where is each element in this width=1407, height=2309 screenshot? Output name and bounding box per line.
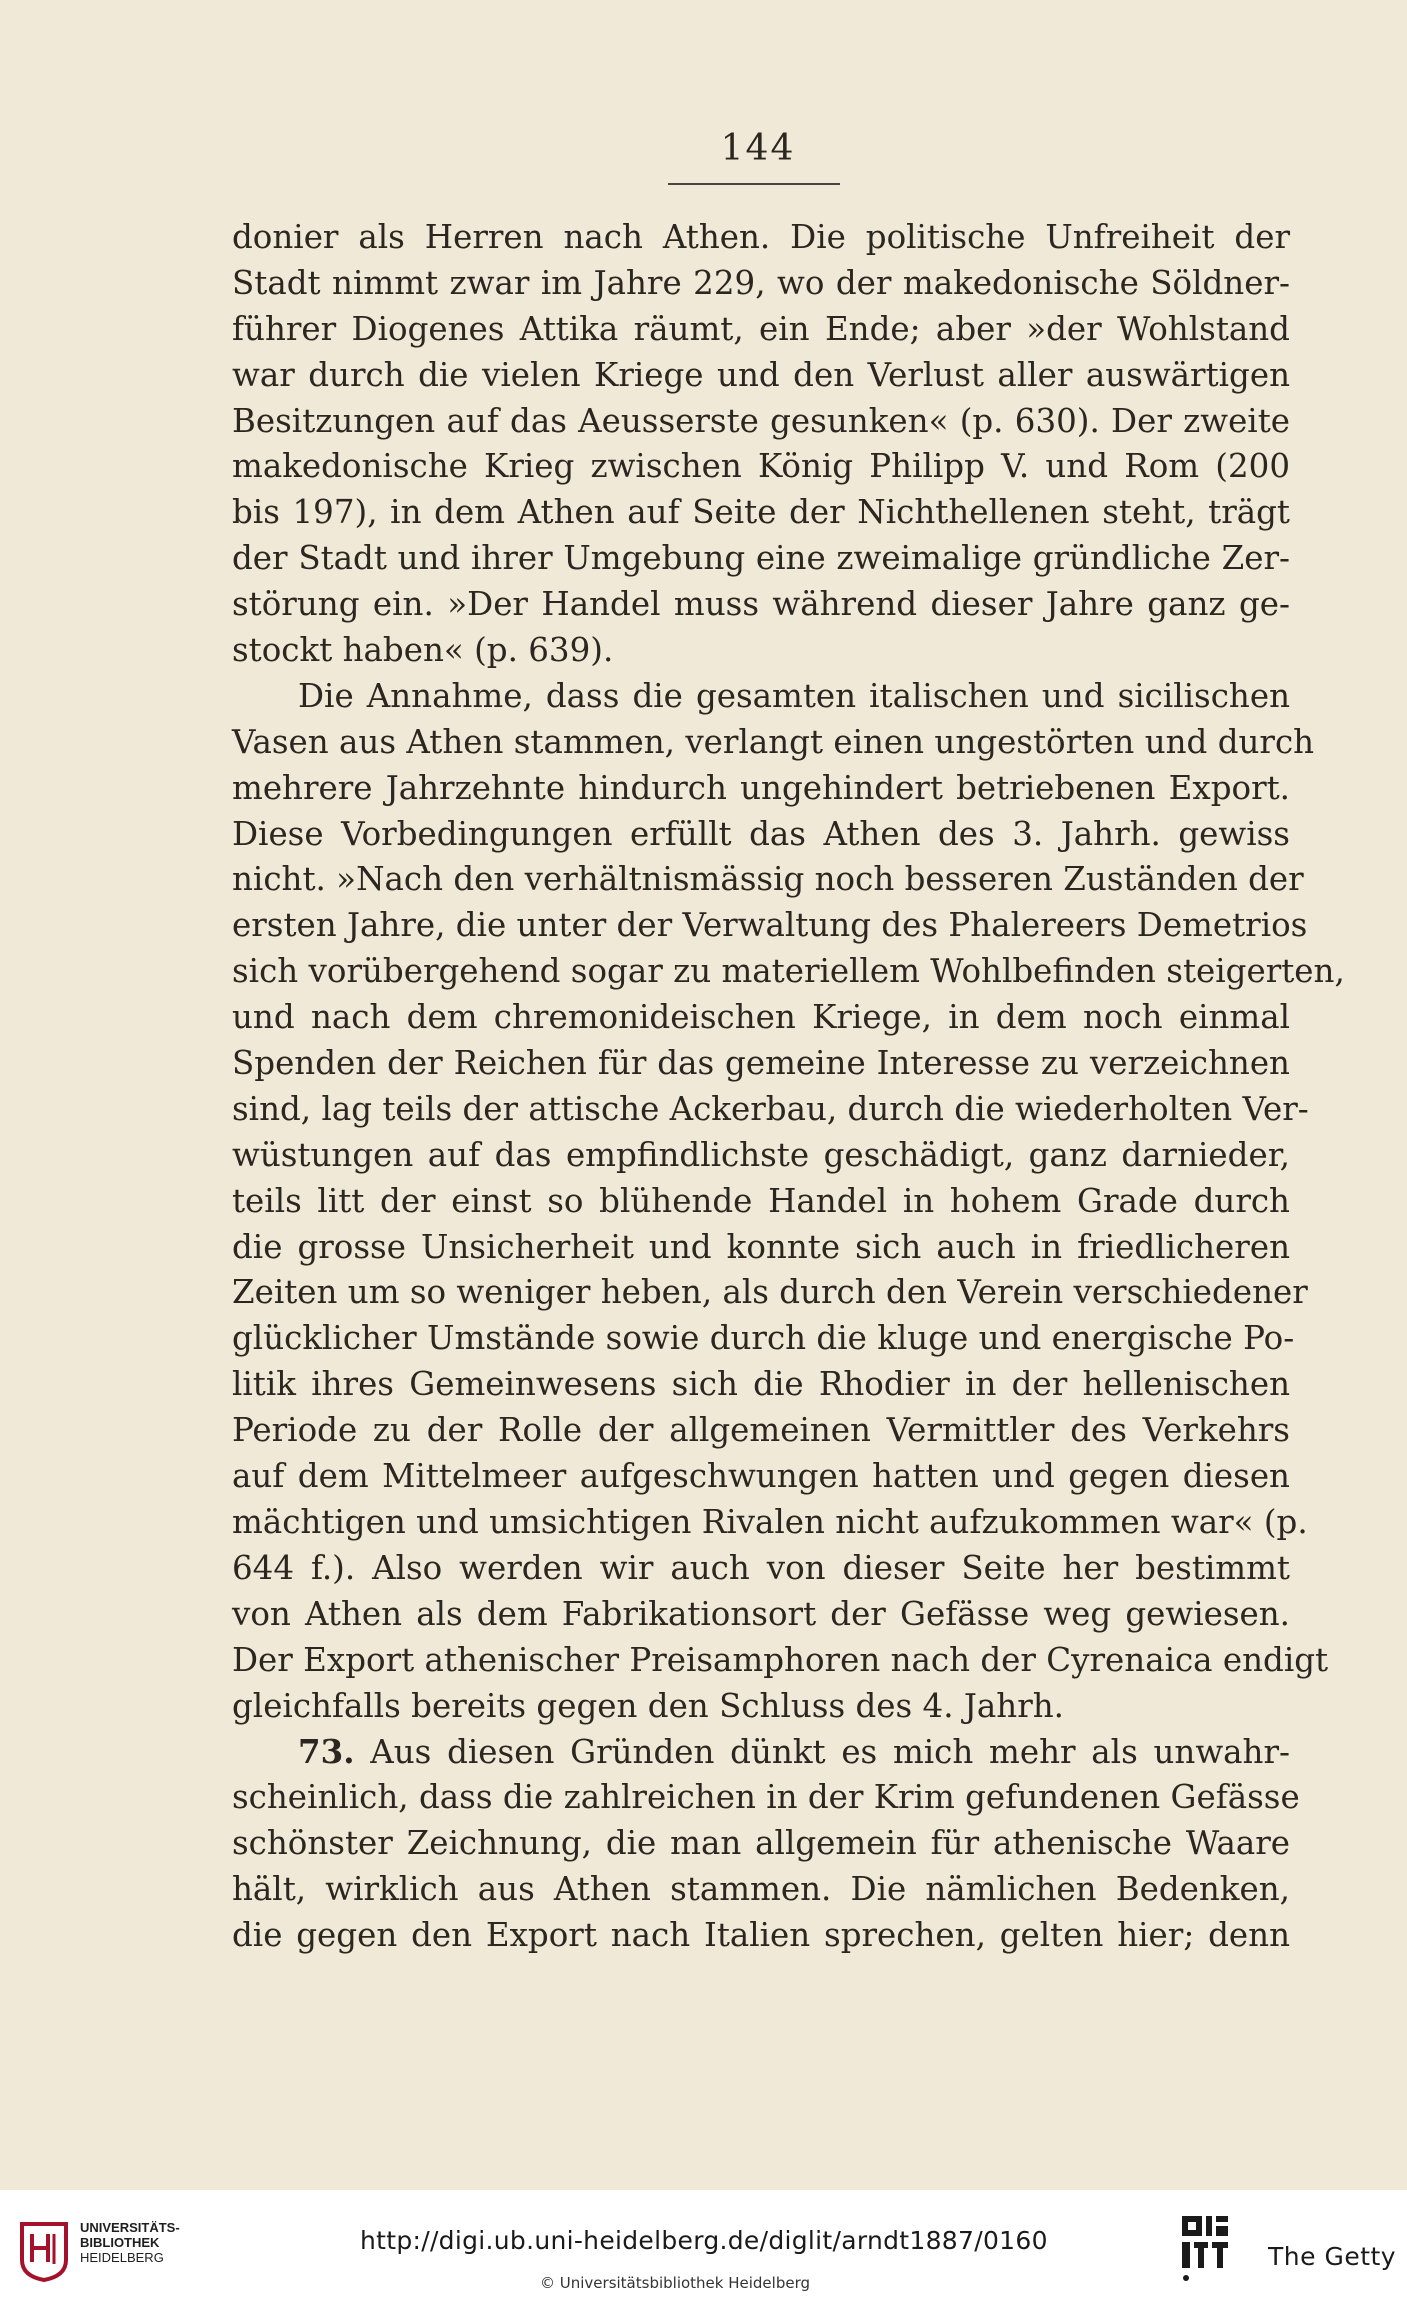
- text-line: ersten Jahre, die unter der Verwaltung des Phalereers Demetrios: [232, 906, 1308, 945]
- page-number-rule: [668, 183, 840, 185]
- text-line: Zeiten um so weniger heben, als durch den Verein verschiedener: [232, 1273, 1308, 1312]
- text-line: teils litt der einst so blühende Handel in hohem Grade durch: [232, 1181, 1290, 1220]
- text-line: Aus diesen Gründen dünkt es mich mehr als unwahr-: [370, 1733, 1290, 1772]
- text-line: auf dem Mittelmeer aufgeschwungen hatten und gegen diesen: [232, 1457, 1290, 1496]
- text-line: nicht. »Nach den verhältnismässig noch besseren Zuständen der: [232, 860, 1304, 899]
- text-line: litik ihres Gemeinwesens sich die Rhodier in der hellenischen: [232, 1365, 1290, 1404]
- text-line: Vasen aus Athen stammen, verlangt einen ungestörten und durch: [232, 722, 1315, 761]
- heidelberg-library-logo: [14, 2220, 184, 2290]
- footer-bar: [0, 2190, 1407, 2309]
- text-line: störung ein. »Der Handel muss während dieser Jahre ganz ge-: [232, 585, 1290, 624]
- text-line: Die Annahme, dass die gesamten italischen und sicilischen: [298, 676, 1290, 715]
- library-name-line-2: BIBLIOTHEK: [80, 2235, 160, 2250]
- text-line: war durch die vielen Kriege und den Verlust aller auswärtigen: [232, 355, 1290, 394]
- text-line: makedonische Krieg zwischen König Philipp V. und Rom (200: [232, 447, 1290, 486]
- text-line: sind, lag teils der attische Ackerbau, durch die wiederholten Ver-: [232, 1089, 1309, 1128]
- text-line: die grosse Unsicherheit und konnte sich auch in friedlicheren: [232, 1227, 1290, 1266]
- library-name: [80, 2220, 180, 2265]
- text-line: wüstungen auf das empfindlichste geschädigt, ganz darnieder,: [232, 1135, 1290, 1174]
- text-line: mehrere Jahrzehnte hindurch ungehindert betriebenen Export.: [232, 768, 1290, 807]
- text-line: schönster Zeichnung, die man allgemein für athenische Waare: [232, 1824, 1290, 1863]
- text-line: sich vorübergehend sogar zu materiellem Wohlbefinden steigerten,: [232, 952, 1345, 991]
- text-line: der Stadt und ihrer Umgebung eine zweimalige gründliche Zer-: [232, 539, 1290, 578]
- text-line: 644 f.). Also werden wir auch von dieser Seite her bestimmt: [232, 1548, 1290, 1587]
- section-73-line: [232, 1729, 1290, 1775]
- text-line: die gegen den Export nach Italien sprechen, gelten hier; denn: [232, 1915, 1290, 1954]
- text-line: donier als Herren nach Athen. Die politische Unfreiheit der: [232, 218, 1290, 256]
- text-line: Spenden der Reichen für das gemeine Interesse zu verzeichnen: [232, 1044, 1290, 1083]
- text-line: führer Diogenes Attika räumt, ein Ende; aber »der Wohlstand: [232, 309, 1290, 348]
- text-line: Periode zu der Rolle der allgemeinen Vermittler des Verkehrs: [232, 1411, 1290, 1450]
- text-line: Besitzungen auf das Aeusserste gesunken« (p. 630). Der zweite: [232, 401, 1290, 440]
- text-line: glücklicher Umstände sowie durch die kluge und energische Po-: [232, 1319, 1295, 1358]
- text-line: hält, wirklich aus Athen stammen. Die nämlichen Bedenken,: [232, 1870, 1290, 1909]
- text-line: Diese Vorbedingungen erfüllt das Athen des 3. Jahrh. gewiss: [232, 814, 1290, 853]
- heidelberg-seal-icon: [14, 2220, 74, 2282]
- partner-name: The Getty: [1268, 2242, 1397, 2271]
- body-text: [232, 215, 1345, 1959]
- library-name-line-3: HEIDELBERG: [80, 2250, 164, 2265]
- text-line: Stadt nimmt zwar im Jahre 229, wo der makedonische Söldner-: [232, 263, 1290, 302]
- copyright-notice: © Universitätsbibliothek Heidelberg: [540, 2274, 811, 2292]
- getty-logo-icon: [1180, 2214, 1230, 2284]
- section-number: 73.: [298, 1732, 355, 1772]
- text-line: stockt haben« (p. 639).: [232, 631, 614, 670]
- text-line: und nach dem chremonideischen Kriege, in dem noch einmal: [232, 998, 1290, 1037]
- text-line: mächtigen und umsichtigen Rivalen nicht aufzukommen war« (p.: [232, 1502, 1308, 1541]
- text-line: gleichfalls bereits gegen den Schluss des 4. Jahrh.: [232, 1686, 1065, 1725]
- text-line: Der Export athenischer Preisamphoren nach der Cyrenaica endigt: [232, 1640, 1329, 1679]
- library-name-line-1: UNIVERSITÄTS-: [80, 2220, 180, 2235]
- text-line: scheinlich, dass die zahlreichen in der Krim gefundenen Gefässe: [232, 1778, 1300, 1817]
- text-line: von Athen als dem Fabrikationsort der Gefässe weg gewiesen.: [232, 1594, 1290, 1633]
- permalink-url[interactable]: http://digi.ub.uni-heidelberg.de/diglit/arndt1887/0160: [360, 2226, 1048, 2255]
- text-line: bis 197), in dem Athen auf Seite der Nichthellenen steht, trägt: [232, 493, 1290, 532]
- page-number: 144: [720, 128, 796, 169]
